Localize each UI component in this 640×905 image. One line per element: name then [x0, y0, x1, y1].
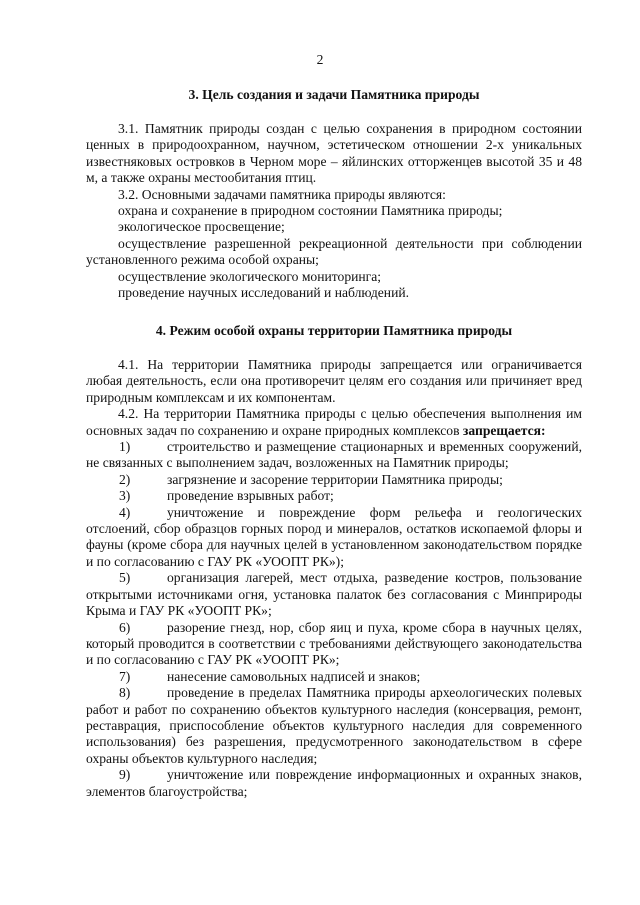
paragraph-3-2: 3.2. Основными задачами памятника природы являются:: [118, 186, 446, 202]
prohibited-label: запрещается:: [462, 422, 546, 438]
task-item: охрана и сохранение в природном состоянии Памятника природы;: [118, 203, 503, 219]
list-item: [86, 685, 582, 767]
list-item-number: 7): [119, 668, 131, 684]
list-item: [86, 620, 582, 669]
list-item: [86, 488, 582, 504]
paragraph-4-2-text: 4.2. На территории Памятника природы с целью обеспечения выполнения им основных задач по сохранению и охране природных комплексов: [86, 406, 582, 438]
page-number: 2: [316, 52, 324, 67]
list-item-number: 2): [119, 471, 131, 487]
list-item: [86, 472, 582, 488]
list-item-number: 4): [119, 504, 131, 520]
task-item: экологическое просвещение;: [118, 219, 285, 235]
list-item-text: разорение гнезд, нор, сбор яиц и пуха, кроме сбора в научных целях, который проводится в соответствии с требованиями действующего законодательства и по согласованию с ГАУ РК «УООПТ РК»;: [86, 619, 582, 668]
paragraph-3-1: 3.1. Памятник природы создан с целью сохранения в природном состоянии ценных в природоохранном, научном, эстетическом отношении 2-х уникальных известняковых островков в Черном море – яйлинских отторженцев высотой 35 и 48 м, а также охраны местообитания птиц.: [86, 121, 582, 186]
section-3-body: [86, 121, 582, 301]
list-item-text: загрязнение и засорение территории Памятника природы;: [167, 471, 503, 487]
task-item: осуществление разрешенной рекреационной деятельности при соблюдении установленного режима особой охраны;: [86, 235, 582, 268]
section-4-body: [86, 357, 582, 800]
list-item: [86, 505, 582, 571]
list-item-number: 8): [119, 685, 131, 701]
list-item: [86, 767, 582, 800]
list-item-number: 9): [119, 767, 131, 783]
paragraph-4-2: [86, 406, 582, 439]
paragraph-4-1: 4.1. На территории Памятника природы запрещается или ограничивается любая деятельность, если она противоречит целям его создания или причиняет вред природным комплексам и их компонентам.: [86, 357, 582, 405]
list-item-text: нанесение самовольных надписей и знаков;: [167, 668, 421, 684]
task-item: осуществление экологического мониторинга;: [118, 268, 382, 284]
list-item-text: организация лагерей, мест отдыха, разведение костров, пользование открытыми источниками огня, установка палаток без согласования с Минприроды Крыма и ГАУ РК «УООПТ РК»;: [86, 570, 582, 619]
list-item: [86, 570, 582, 619]
list-item: [86, 439, 582, 472]
list-item-text: уничтожение или повреждение информационных и охранных знаков, элементов благоустройства;: [86, 767, 582, 799]
list-item: [86, 669, 582, 685]
list-item-text: строительство и размещение стационарных и временных сооружений, не связанных с выполнением задач, возложенных на Памятник природы;: [86, 439, 582, 471]
list-item-number: 6): [119, 619, 131, 635]
list-item-number: 3): [119, 488, 131, 504]
list-item-text: проведение в пределах Памятника природы археологических полевых работ и работ по сохранению объектов культурного наследия (консервация, ремонт, реставрация, приспособление объектов культурного наследия для современного использования) без разрешения, предусмотренного законодательством в сфере охраны объектов культурного наследия;: [86, 685, 582, 766]
section-3-title: 3. Цель создания и задачи Памятника природы: [188, 87, 480, 102]
list-item-number: 5): [119, 570, 131, 586]
task-item: проведение научных исследований и наблюдений.: [118, 285, 410, 301]
list-item-text: проведение взрывных работ;: [167, 488, 334, 504]
list-item-number: 1): [119, 439, 131, 455]
section-4-title: 4. Режим особой охраны территории Памятника природы: [155, 323, 513, 338]
list-item-text: уничтожение и повреждение форм рельефа и геологических отслоений, сбор образцов горных пород и минералов, остатков ископаемой флоры и фауны (кроме сбора для научных целей в установленном законодательством порядке и по согласованию с ГАУ РК «УООПТ РК»);: [86, 504, 582, 569]
